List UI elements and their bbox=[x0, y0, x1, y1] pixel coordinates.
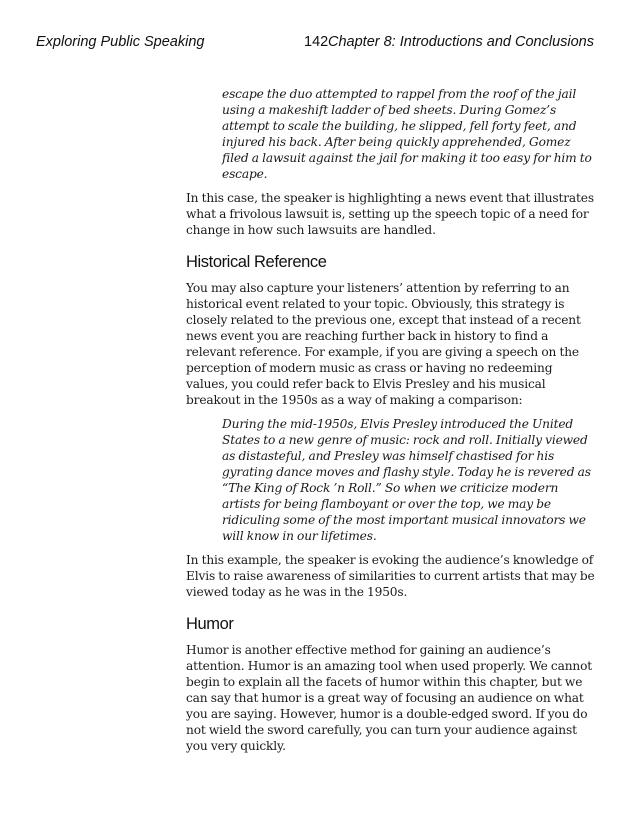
block-quote-gomez: escape the duo attempted to rappel from the roof of the jail using a makeshift ladder of bed sheets. During Gomez’s attempt to scale the building, he slipped, fell forty feet, and injured his back. After being quickly apprehended, Gomez filed a lawsuit against the jail for making it too easy for him to escape. bbox=[222, 87, 592, 181]
page-body bbox=[186, 86, 596, 754]
chapter-title: Chapter 8: Introductions and Conclusions bbox=[328, 34, 594, 50]
book-title: Exploring Public Speaking bbox=[36, 34, 205, 50]
paragraph-frivolous-lawsuit: In this case, the speaker is highlighting a news event that illustrates what a frivolous lawsuit is, setting up the speech topic of a need for change in how such lawsuits are handled. bbox=[186, 191, 594, 237]
block-quote-elvis: During the mid-1950s, Elvis Presley introduced the United States to a new genre of music: rock and roll. Initially viewed as distasteful, and Presley was himself chastised for his gyrating dance moves and flashy style. Today he is revered as “The King of Rock ’n Roll.” So when we criticize modern artists for being flamboyant or over the top, we may be ridiculing some of the most important musical innovators we will know in our lifetimes. bbox=[222, 417, 591, 543]
paragraph-historical-reference: You may also capture your listeners’ attention by referring to an historical event related to your topic. Obviously, this strategy is closely related to the previous one, except that instead of a recent news event you are reaching further back in history to find a relevant reference. For example, if you are giving a speech on the perception of modern music as crass or having no redeeming values, you could refer back to Elvis Presley and his musical breakout in the 1950s as a way of making a comparison: bbox=[186, 281, 581, 407]
page-number: 142 bbox=[304, 34, 329, 50]
running-header bbox=[36, 34, 594, 54]
paragraph-elvis-example: In this example, the speaker is evoking the audience’s knowledge of Elvis to raise awareness of similarities to current artists that may be viewed today as he was in the 1950s. bbox=[186, 553, 595, 599]
section-heading-humor: Humor bbox=[186, 615, 234, 633]
paragraph-humor: Humor is another effective method for gaining an audience’s attention. Humor is an amazing tool when used properly. We cannot begin to explain all the facets of humor within this chapter, but we can say that humor is a great way of focusing an audience on what you are saying. However, humor is a double-edged sword. If you do not wield the sword carefully, you can turn your audience against you very quickly. bbox=[186, 643, 593, 753]
section-heading-historical-reference: Historical Reference bbox=[186, 253, 327, 271]
